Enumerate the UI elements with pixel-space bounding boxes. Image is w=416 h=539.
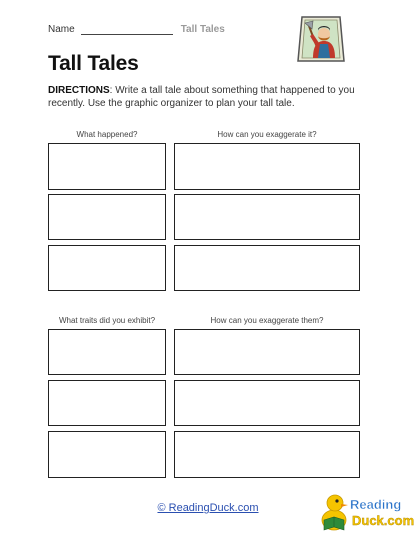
section1-left-heading: What happened? — [76, 130, 138, 139]
exaggerate-it-box-2[interactable] — [174, 194, 360, 240]
readingduck-link[interactable]: © ReadingDuck.com — [157, 502, 259, 514]
exaggerate-them-box-2[interactable] — [174, 380, 360, 426]
name-label: Name — [48, 24, 75, 35]
name-blank — [81, 25, 173, 35]
what-happened-box-3[interactable] — [48, 245, 166, 291]
directions-label: DIRECTIONS — [48, 85, 110, 96]
reading-duck-logo-icon — [318, 490, 415, 534]
traits-box-1[interactable] — [48, 329, 166, 375]
traits-box-2[interactable] — [48, 380, 166, 426]
directions-text: : Write a tall tale about something that happened to you recently. Use the graphic organizer to plan your tall tale. — [48, 85, 355, 109]
page-title: Tall Tales — [48, 52, 139, 75]
exaggerate-them-box-3[interactable] — [174, 431, 360, 478]
traits-box-3[interactable] — [48, 431, 166, 478]
section2-right-heading: How can you exaggerate them? — [210, 316, 324, 325]
exaggerate-it-box-1[interactable] — [174, 143, 360, 190]
lumberjack-logo-icon — [296, 14, 346, 66]
directions — [48, 84, 378, 110]
sheet-title: Tall Tales — [180, 24, 225, 35]
name-line — [48, 24, 225, 35]
logo-text-bottom: Duck.com — [352, 513, 415, 528]
section2-left-heading: What traits did you exhibit? — [58, 316, 156, 325]
section1-right-heading: How can you exaggerate it? — [217, 130, 317, 139]
exaggerate-it-box-3[interactable] — [174, 245, 360, 291]
what-happened-box-1[interactable] — [48, 143, 166, 190]
exaggerate-them-box-1[interactable] — [174, 329, 360, 375]
logo-text-top: Reading — [350, 497, 402, 512]
what-happened-box-2[interactable] — [48, 194, 166, 240]
